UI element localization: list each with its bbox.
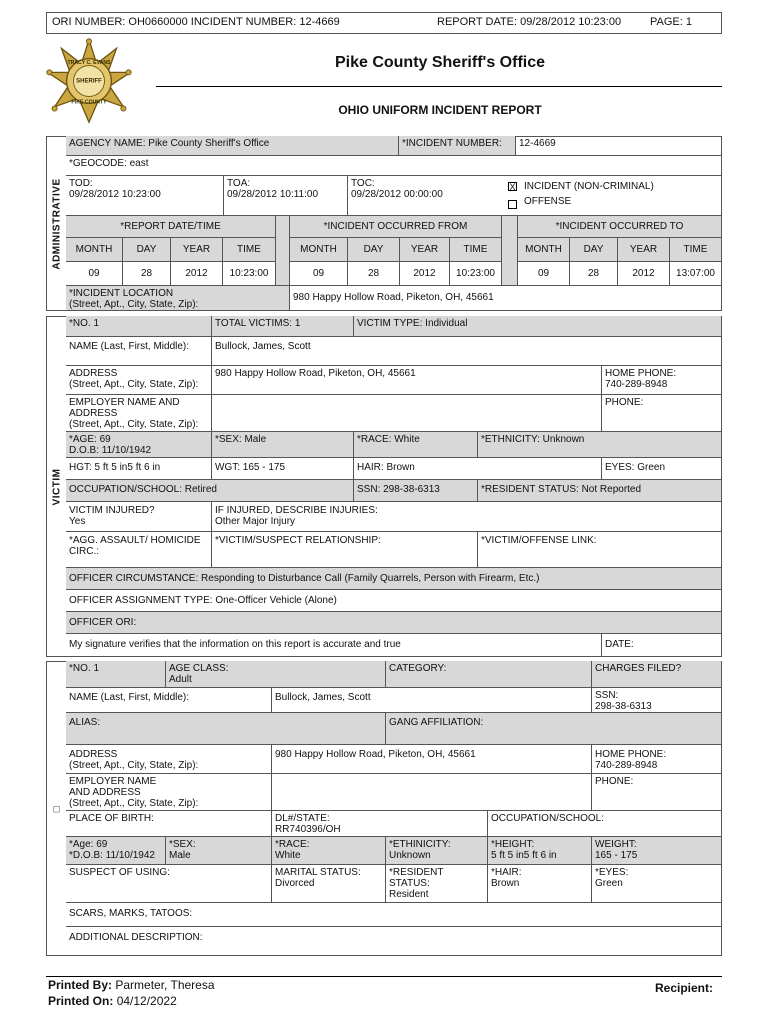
- toa: TOA: 09/28/2012 10:11:00: [224, 176, 348, 216]
- victim-employer-label: EMPLOYER NAME AND ADDRESS (Street, Apt., City, State, Zip):: [66, 395, 212, 432]
- offense-checkbox[interactable]: [508, 200, 517, 209]
- toc: TOC: 09/28/2012 00:00:00: [348, 176, 722, 216]
- suspect-home-phone: HOME PHONE: 740-289-8948: [592, 745, 722, 774]
- total-victims: TOTAL VICTIMS: 1: [212, 316, 354, 337]
- recipient: Recipient:: [655, 981, 714, 995]
- sheriff-star-badge: [46, 38, 132, 124]
- victim-hair: HAIR: Brown: [354, 458, 602, 480]
- to-year-label: YEAR: [618, 238, 670, 262]
- report-year-label: YEAR: [171, 238, 223, 262]
- suspect-ssn: SSN: 298-38-6313: [592, 688, 722, 713]
- victim-ssn: SSN: 298-38-6313: [354, 480, 478, 502]
- gang-affiliation: GANG AFFILIATION:: [386, 713, 722, 745]
- suspect-age-class: AGE CLASS: Adult: [166, 661, 386, 688]
- report-year: 2012: [171, 262, 223, 286]
- agg-assault-circ: *AGG. ASSAULT/ HOMICIDE CIRC.:: [66, 532, 212, 568]
- offense-label: OFFENSE: [524, 196, 572, 207]
- to-time: 13:07:00: [670, 262, 722, 286]
- suspect-occupation: OCCUPATION/SCHOOL:: [488, 811, 722, 837]
- to-month-label: MONTH: [518, 238, 570, 262]
- suspect-phone: PHONE:: [592, 774, 722, 811]
- admin-gap-2: [502, 216, 518, 286]
- dl-state: DL#/STATE: RR740396/OH: [272, 811, 488, 837]
- officer-ori: OFFICER ORI:: [66, 612, 722, 634]
- printed-by: Printed By: Parmeter, Theresa: [48, 978, 215, 992]
- badge-county-text: PIKE COUNTY: [71, 99, 107, 106]
- from-day: 28: [348, 262, 400, 286]
- victim-address-value: 980 Happy Hollow Road, Piketon, OH, 45661: [212, 366, 602, 395]
- suspect-name-label: NAME (Last, First, Middle):: [66, 688, 272, 713]
- suspect-resident-status: *RESIDENT STATUS: Resident: [386, 865, 488, 903]
- badge-title-text: SHERIFF: [76, 78, 102, 85]
- from-day-label: DAY: [348, 238, 400, 262]
- victim-age-dob: *AGE: 69 D.O.B: 11/10/1942: [66, 432, 212, 458]
- incident-location-label: *INCIDENT LOCATION (Street, Apt., City, State, Zip):: [66, 286, 290, 311]
- suspect-employer-label: EMPLOYER NAME AND ADDRESS (Street, Apt., City, State, Zip):: [66, 774, 272, 811]
- suspect-address-label: ADDRESS (Street, Apt., City, State, Zip):: [66, 745, 272, 774]
- tod: TOD: 09/28/2012 10:23:00: [66, 176, 224, 216]
- incident-number-value: 12-4669: [516, 136, 722, 156]
- page-number: PAGE: 1: [650, 16, 692, 28]
- occurred-from-header: *INCIDENT OCCURRED FROM: [290, 216, 502, 238]
- additional-description: ADDITIONAL DESCRIPTION:: [66, 927, 722, 956]
- report-day-label: DAY: [123, 238, 171, 262]
- from-month-label: MONTH: [290, 238, 348, 262]
- badge-name-text: TRACY C. EVANS: [67, 59, 111, 66]
- suspect-number: *NO. 1: [66, 661, 166, 688]
- place-of-birth: PLACE OF BIRTH:: [66, 811, 272, 837]
- suspect-sex: *SEX: Male: [166, 837, 272, 865]
- admin-gap-1: [276, 216, 290, 286]
- to-time-label: TIME: [670, 238, 722, 262]
- from-time-label: TIME: [450, 238, 502, 262]
- suspect-ethnicity: *ETHINICITY: Unknown: [386, 837, 488, 865]
- victim-name-label: NAME (Last, First, Middle):: [66, 337, 212, 366]
- suspect-hair: *HAIR: Brown: [488, 865, 592, 903]
- charges-filed: CHARGES FILED?: [592, 661, 722, 688]
- victim-sex: *SEX: Male: [212, 432, 354, 458]
- victim-occupation: OCCUPATION/SCHOOL: Retired: [66, 480, 354, 502]
- victim-address-label: ADDRESS (Street, Apt., City, State, Zip):: [66, 366, 212, 395]
- victim-injuries: IF INJURED, DESCRIBE INJURIES: Other Major Injury: [212, 502, 722, 532]
- suspect-alias: ALIAS:: [66, 713, 386, 745]
- victim-resident-status: *RESIDENT STATUS: Not Reported: [478, 480, 722, 502]
- report-month-label: MONTH: [66, 238, 123, 262]
- incident-non-criminal-label: INCIDENT (NON-CRIMINAL): [524, 181, 654, 192]
- suspect-weight: WEIGHT: 165 - 175: [592, 837, 722, 865]
- victim-home-phone: HOME PHONE: 740-289-8948: [602, 366, 722, 395]
- footer-rule: [46, 976, 722, 977]
- victim-ethnicity: *ETHNICITY: Unknown: [478, 432, 722, 458]
- incident-location-value: 980 Happy Hollow Road, Piketon, OH, 45661: [290, 286, 722, 311]
- suspect-address-value: 980 Happy Hollow Road, Piketon, OH, 45661: [272, 745, 592, 774]
- report-title: OHIO UNIFORM INCIDENT REPORT: [338, 103, 542, 117]
- from-year: 2012: [400, 262, 450, 286]
- officer-assignment-type: OFFICER ASSIGNMENT TYPE: One-Officer Vehicle (Alone): [66, 590, 722, 612]
- from-time: 10:23:00: [450, 262, 502, 286]
- victim-suspect-relationship: *VICTIM/SUSPECT RELATIONSHIP:: [212, 532, 478, 568]
- from-year-label: YEAR: [400, 238, 450, 262]
- suspect-age-dob: *Age: 69 *D.O.B: 11/10/1942: [66, 837, 166, 865]
- suspect-of-using: SUSPECT OF USING:: [66, 865, 272, 903]
- report-month: 09: [66, 262, 123, 286]
- suspect-category: CATEGORY:: [386, 661, 592, 688]
- suspect-employer-value: [272, 774, 592, 811]
- victim-offense-link: *VICTIM/OFFENSE LINK:: [478, 532, 722, 568]
- suspect-eyes: *EYES: Green: [592, 865, 722, 903]
- printed-on: Printed On: 04/12/2022: [48, 994, 177, 1008]
- scars-marks-tattoos: SCARS, MARKS, TATOOS:: [66, 903, 722, 927]
- suspect-race: *RACE: White: [272, 837, 386, 865]
- victim-type: VICTIM TYPE: Individual: [354, 316, 722, 337]
- report-time: 10:23:00: [223, 262, 276, 286]
- agency-title: Pike County Sheriff's Office: [334, 54, 546, 71]
- victim-section-label: VICTIM: [46, 316, 66, 657]
- victim-injured: VICTIM INJURED? Yes: [66, 502, 212, 532]
- suspect-name-value: Bullock, James, Scott: [272, 688, 592, 713]
- administrative-section-label: ADMINISTRATIVE: [46, 136, 66, 311]
- victim-number: *NO. 1: [66, 316, 212, 337]
- suspect-section-label: □: [46, 661, 66, 956]
- signature-statement: My signature verifies that the information on this report is accurate and true: [66, 634, 602, 657]
- geocode: *GEOCODE: east: [66, 156, 722, 176]
- occurred-to-header: *INCIDENT OCCURRED TO: [518, 216, 722, 238]
- victim-name-value: Bullock, James, Scott: [212, 337, 722, 366]
- report-date: REPORT DATE: 09/28/2012 10:23:00: [437, 16, 622, 28]
- title-rule: [156, 86, 722, 87]
- victim-weight: WGT: 165 - 175: [212, 458, 354, 480]
- to-year: 2012: [618, 262, 670, 286]
- incident-non-criminal-checkbox[interactable]: X: [509, 182, 516, 192]
- to-day: 28: [570, 262, 618, 286]
- victim-height: HGT: 5 ft 5 in5 ft 6 in: [66, 458, 212, 480]
- agency-name: AGENCY NAME: Pike County Sheriff's Office: [66, 136, 399, 156]
- officer-circumstance: OFFICER CIRCUMSTANCE: Responding to Disturbance Call (Family Quarrels, Person with Firearm, Etc.): [66, 568, 722, 590]
- ori-incident-number: ORI NUMBER: OH0660000 INCIDENT NUMBER: 12-4669: [52, 16, 340, 28]
- to-month: 09: [518, 262, 570, 286]
- suspect-height: *HEIGHT: 5 ft 5 in5 ft 6 in: [488, 837, 592, 865]
- victim-race: *RACE: White: [354, 432, 478, 458]
- victim-eyes: EYES: Green: [602, 458, 722, 480]
- report-day: 28: [123, 262, 171, 286]
- victim-phone: PHONE:: [602, 395, 722, 432]
- marital-status: MARITAL STATUS: Divorced: [272, 865, 386, 903]
- incident-number-label: *INCIDENT NUMBER:: [399, 136, 516, 156]
- victim-employer-value: [212, 395, 602, 432]
- to-day-label: DAY: [570, 238, 618, 262]
- signature-date: DATE:: [602, 634, 722, 657]
- report-time-label: TIME: [223, 238, 276, 262]
- from-month: 09: [290, 262, 348, 286]
- report-datetime-header: *REPORT DATE/TIME: [66, 216, 276, 238]
